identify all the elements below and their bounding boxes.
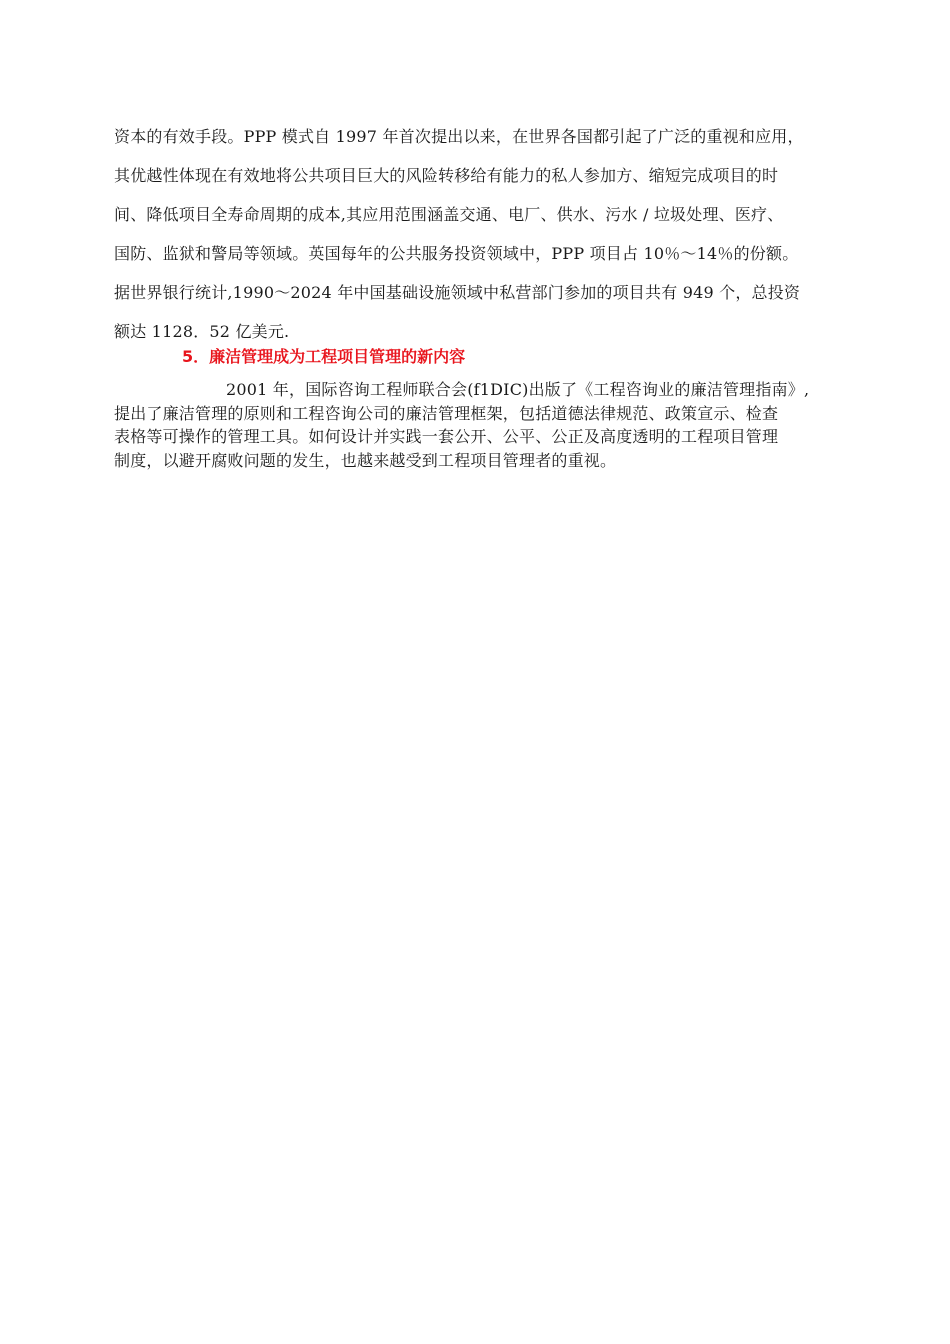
- paragraph-line: 据世界银行统计,1990～2024 年中国基础设施领域中私营部门参加的项目共有 949 个，总投资: [114, 283, 801, 302]
- paragraph-line: 额达 1128．52 亿美元.: [114, 322, 290, 341]
- section-heading: 5．廉洁管理成为工程项目管理的新内容: [182, 347, 466, 366]
- paragraph-line: 其优越性体现在有效地将公共项目巨大的风险转移给有能力的私人参加方、缩短完成项目的时: [114, 166, 779, 185]
- paragraph-line: 提出了廉洁管理的原则和工程咨询公司的廉洁管理框架，包括道德法律规范、政策宣示、检查: [114, 403, 779, 423]
- paragraph-line: 制度，以避开腐败问题的发生，也越来越受到工程项目管理者的重视。: [114, 450, 617, 470]
- paragraph-line: 间、降低项目全寿命周期的成本,其应用范围涵盖交通、电厂、供水、污水 / 垃圾处理、医疗、: [114, 205, 784, 224]
- paragraph-line: 国防、监狱和警局等领域。英国每年的公共服务投资领域中，PPP 项目占 10％～14％的份额。: [114, 244, 799, 263]
- paragraph-line: 资本的有效手段。PPP 模式自 1997 年首次提出以来，在世界各国都引起了广泛的重视和应用，: [114, 127, 804, 146]
- paragraph-line: 表格等可操作的管理工具。如何设计并实践一套公开、公平、公正及高度透明的工程项目管理: [114, 427, 779, 446]
- body-paragraph-integrity: [114, 378, 854, 472]
- body-paragraph-ppp: [114, 122, 854, 356]
- paragraph-line: 2001 年，国际咨询工程师联合会(f1DIC)出版了《工程咨询业的廉洁管理指南》,: [226, 380, 810, 399]
